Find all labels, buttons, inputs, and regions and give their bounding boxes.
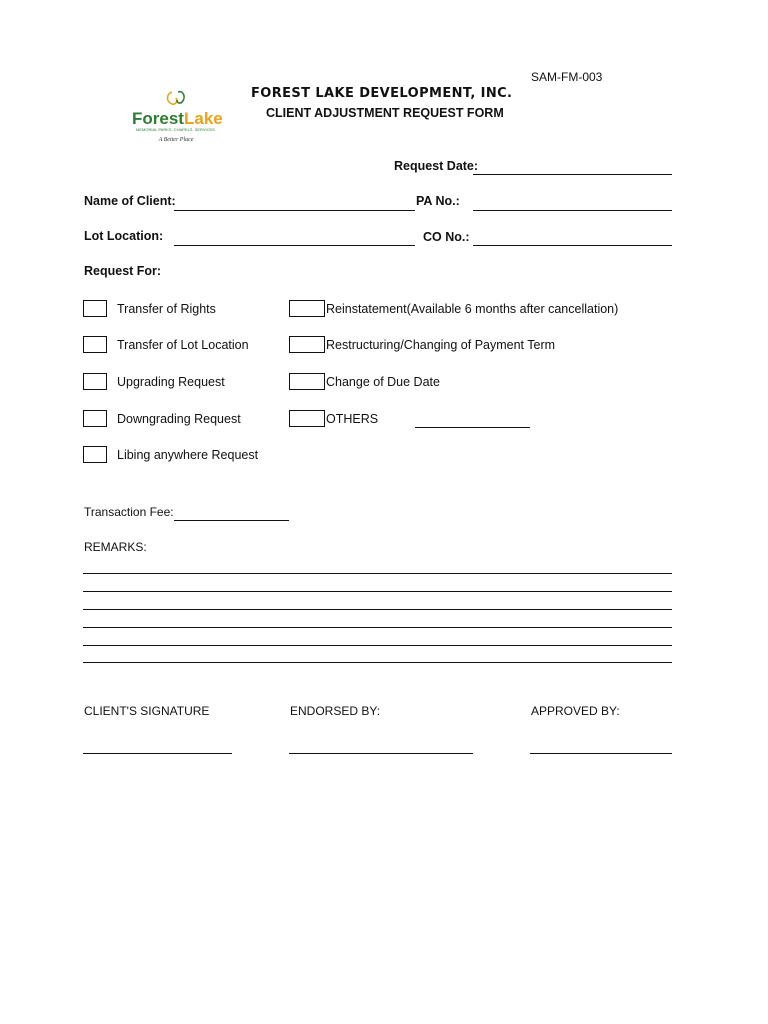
endorsed-by-label: ENDORSED BY: [290, 704, 381, 718]
pa-no-label: PA No.: [416, 194, 460, 208]
client-signature-line[interactable] [83, 753, 232, 754]
option-label: Transfer of Rights [117, 302, 216, 316]
option-label: Change of Due Date [326, 375, 440, 389]
remarks-line[interactable] [83, 645, 672, 646]
checkbox-others[interactable] [289, 410, 325, 427]
transaction-fee-label: Transaction Fee: [84, 505, 174, 519]
option-label: Reinstatement(Available 6 months after cancellation) [326, 302, 619, 316]
logo-tagline: A Better Place [158, 137, 194, 143]
others-specify-field[interactable] [415, 427, 530, 428]
checkbox-change-of-due-date[interactable] [289, 373, 325, 390]
option-label: Transfer of Lot Location [117, 338, 249, 352]
endorsed-by-line[interactable] [289, 753, 473, 754]
transaction-fee-field[interactable] [174, 520, 289, 521]
checkbox-transfer-of-rights[interactable] [83, 300, 107, 317]
checkbox-libing-anywhere-request[interactable] [83, 446, 107, 463]
logo-brand-forest: Forest [132, 109, 184, 128]
remarks-label: REMARKS: [84, 540, 147, 554]
request-for-label: Request For: [84, 264, 162, 278]
option-label: Upgrading Request [117, 375, 225, 389]
checkbox-reinstatement[interactable] [289, 300, 325, 317]
pa-no-field[interactable] [473, 210, 672, 211]
logo-services: MEMORIAL PARKS. CHAPELS. SERVICES. [136, 127, 216, 132]
remarks-line[interactable] [83, 609, 672, 610]
checkbox-upgrading-request[interactable] [83, 373, 107, 390]
forest-lake-logo [128, 88, 224, 146]
checkbox-downgrading-request[interactable] [83, 410, 107, 427]
approved-by-line[interactable] [530, 753, 672, 754]
request-date-label: Request Date: [394, 159, 479, 173]
remarks-line[interactable] [83, 573, 672, 574]
option-label: Libing anywhere Request [117, 448, 259, 462]
remarks-line[interactable] [83, 591, 672, 592]
checkbox-transfer-of-lot-location[interactable] [83, 336, 107, 353]
option-label: Restructuring/Changing of Payment Term [326, 338, 556, 352]
name-of-client-label: Name of Client: [84, 194, 176, 208]
co-no-label: CO No.: [423, 230, 470, 244]
document-code: SAM-FM-003 [531, 70, 603, 84]
lot-location-field[interactable] [174, 245, 415, 246]
request-date-field[interactable] [473, 174, 672, 175]
approved-by-label: APPROVED BY: [531, 704, 620, 718]
form-title: CLIENT ADJUSTMENT REQUEST FORM [266, 106, 504, 120]
option-label: Downgrading Request [117, 412, 241, 426]
logo-emblem-icon [128, 88, 224, 146]
logo-brand-lake: Lake [184, 109, 223, 128]
company-name: FOREST LAKE DEVELOPMENT, INC. [251, 86, 513, 101]
option-label: OTHERS [326, 412, 379, 426]
client-signature-label: CLIENT'S SIGNATURE [84, 704, 210, 718]
name-of-client-field[interactable] [174, 210, 415, 211]
remarks-line[interactable] [83, 662, 672, 663]
co-no-field[interactable] [473, 245, 672, 246]
lot-location-label: Lot Location: [84, 229, 164, 243]
checkbox-restructuring[interactable] [289, 336, 325, 353]
remarks-line[interactable] [83, 627, 672, 628]
